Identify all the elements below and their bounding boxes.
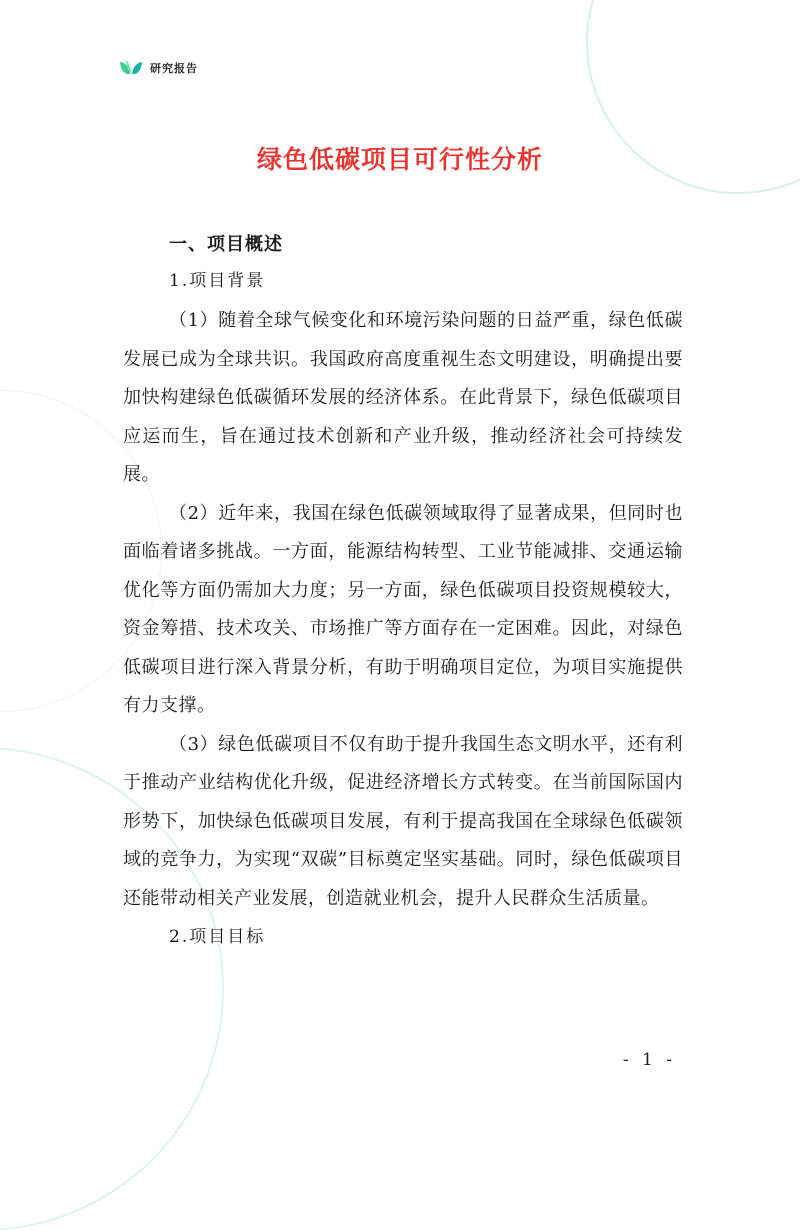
paragraph-2: （2）近年来，我国在绿色低碳领域取得了显著成果，但同时也面临着诸多挑战。一方面，能源结构转型、工业节能减排、交通运输优化等方面仍需加大力度；另一方面，绿色低碳项目投资规模较大，资金筹措、技术攻关、市场推广等方面存在一定困难。因此，对绿色低碳项目进行深入背景分析，有助于明确项目定位，为项目实施提供有力支撑。 [123,502,683,716]
paragraph-1: （1）随着全球气候变化和环境污染问题的日益严重，绿色低碳发展已成为全球共识。我国政府高度重视生态文明建设，明确提出要加快构建绿色低碳循环发展的经济体系。在此背景下，绿色低碳项目应运而生，旨在通过技术创新和产业升级，推动经济社会可持续发展。 [123,310,683,485]
paragraph-3: （3）绿色低碳项目不仅有助于提升我国生态文明水平，还有利于推动产业结构优化升级，促进经济增长方式转变。在当前国际国内形势下，加快绿色低碳项目发展，有利于提高我国在全球绿色低碳领域的竞争力，为实现“双碳”目标奠定坚实基础。同时，绿色低碳项目还能带动相关产业发展，创造就业机会，提升人民群众生活质量。 [123,733,683,909]
leaf-logo-icon [118,58,144,78]
report-header [118,57,198,79]
brand-label: 研究报告 [150,62,198,75]
page-number: - 1 - [622,1050,676,1070]
subsection-heading-background: 1.项目背景 [169,271,266,291]
subsection-heading-goals: 2.项目目标 [169,927,266,947]
document-body [123,228,683,958]
document-title: 绿色低碳项目可行性分析 [256,145,543,174]
section-heading-overview: 一、项目概述 [169,234,283,255]
